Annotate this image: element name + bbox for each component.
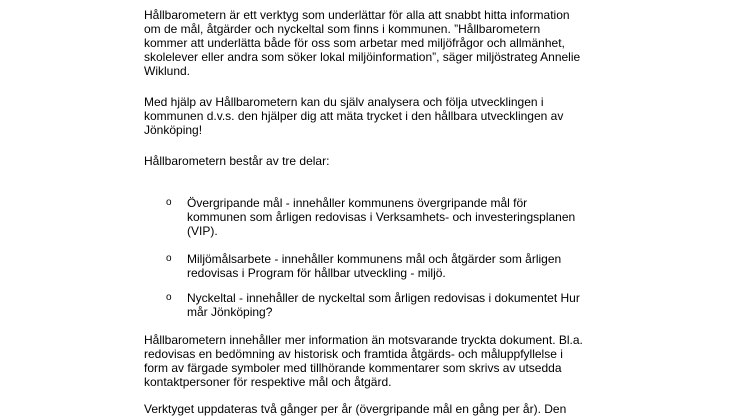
list-item [144, 252, 561, 280]
paragraph-parts-intro [144, 154, 329, 168]
text-line: kommer att underlätta både för oss som arbetar med miljöfrågor och allmänhet, [144, 36, 565, 50]
list-item [144, 291, 580, 319]
text-line: kommunen d.v.s. den hjälper dig att mäta trycket i den hållbara utvecklingen av [144, 109, 564, 123]
text-line: form av färgade symboler med tillhörande kommentarer som skrivs av utsedda [144, 361, 562, 375]
text-line: om de mål, åtgärder och nyckeltal som finns i kommunen. ”Hållbarometern [144, 22, 541, 36]
text-line: Verktyget uppdateras två gånger per år (övergripande mål en gång per år). Den [144, 402, 567, 416]
text-line: redovisas i Program för hållbar utveckling - miljö. [187, 266, 446, 280]
text-line: Övergripande mål - innehåller kommunens övergripande mål för [187, 196, 528, 210]
paragraph-updates [144, 402, 566, 416]
paragraph-analyse [144, 95, 563, 137]
text-line: Hållbarometern är ett verktyg som underlättar för alla att snabbt hitta information [144, 8, 570, 22]
text-line: redovisas en bedömning av historisk och framtida åtgärds- och måluppfyllelse i [144, 347, 563, 361]
text-line: skolelever eller andra som söker lokal miljöinformation”, säger miljöstrateg Annelie [144, 50, 581, 64]
paragraph-intro [144, 8, 580, 78]
text-line: Wiklund. [144, 64, 191, 78]
text-line: Hållbarometern innehåller mer information än motsvarande tryckta dokument. Bl.a. [144, 333, 583, 347]
bullet-icon: o [166, 253, 172, 264]
bullet-icon: o [166, 197, 172, 208]
bullet-icon: o [166, 292, 172, 303]
text-line: kontaktpersoner för respektive mål och åtgärd. [144, 375, 392, 389]
text-line: mår Jönköping? [187, 305, 273, 319]
paragraph-more-info [144, 333, 583, 389]
text-line: Med hjälp av Hållbarometern kan du själv analysera och följa utvecklingen i [144, 95, 544, 109]
text-line: kommunen som årligen redovisas i Verksamhets- och investeringsplanen [187, 210, 576, 224]
list-item [144, 196, 575, 238]
text-line: Hållbarometern består av tre delar: [144, 154, 330, 168]
text-line: (VIP). [187, 224, 218, 238]
text-line: Jönköping! [144, 123, 203, 137]
text-line: Miljömålsarbete - innehåller kommunens mål och åtgärder som årligen [187, 252, 562, 266]
text-line: Nyckeltal - innehåller de nyckeltal som årligen redovisas i dokumentet Hur [187, 291, 580, 305]
